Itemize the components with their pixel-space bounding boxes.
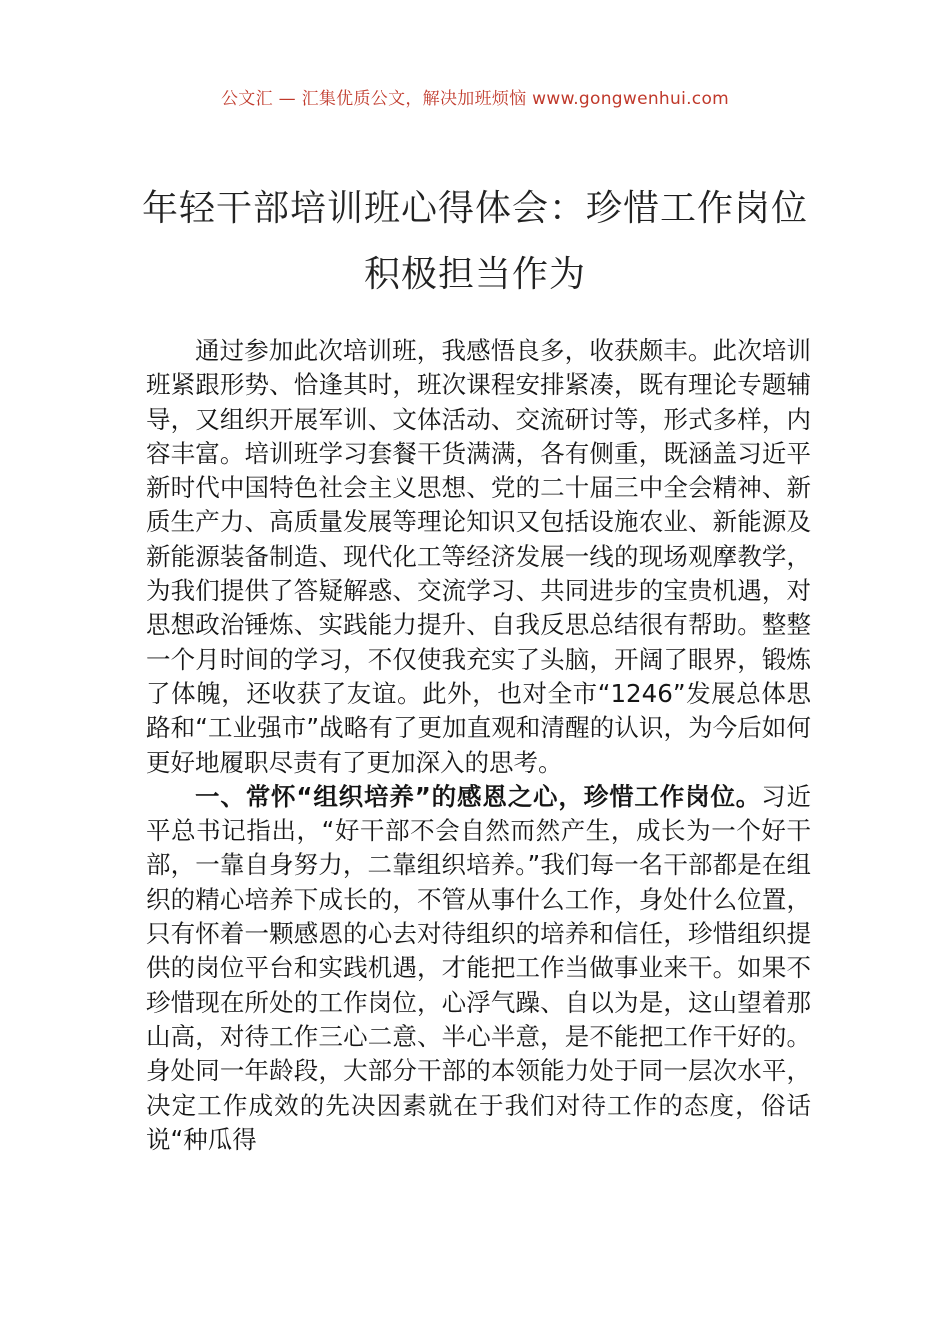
watermark-header: 公文汇 — 汇集优质公文，解决加班烦恼 www.gongwenhui.com — [220, 89, 730, 109]
document-body — [146, 334, 811, 1157]
section-1-body: 习近平总书记指出，“好干部不会自然而然产生，成长为一个好干部，一靠自身努力，二靠组织培养。”我们每一名干部都是在组织的精心培养下成长的，不管从事什么工作，身处什么位置，只有怀着一颗感恩的心去对待组织的培养和信任，珍惜组织提供的岗位平台和实践机遇，才能把工作当做事业来干。如果不珍惜现在所处的工作岗位，心浮气躁、自以为是，这山望着那山高，对待工作三心二意、半心半意，是不能把工作干好的。身处同一年龄段，大部分干部的本领能力处于同一层次水平，决定工作成效的先决因素就在于我们对待工作的态度，俗话说“种瓜得 — [146, 781, 812, 1154]
paragraph-section-1 — [146, 780, 811, 1157]
paragraph-intro: 通过参加此次培训班，我感悟良多，收获颇丰。此次培训班紧跟形势、恰逢其时，班次课程安排紧凑，既有理论专题辅导，又组织开展军训、文体活动、交流研讨等，形式多样，内容丰富。培训班学习套餐干货满满，各有侧重，既涵盖习近平新时代中国特色社会主义思想、党的二十届三中全会精神、新质生产力、高质量发展等理论知识又包括设施农业、新能源及新能源装备制造、现代化工等经济发展一线的现场观摩教学，为我们提供了答疑解惑、交流学习、共同进步的宝贵机遇，对思想政治锤炼、实践能力提升、自我反思总结很有帮助。整整一个月时间的学习，不仅使我充实了头脑，开阔了眼界，锻炼了体魄，还收获了友谊。此外，也对全市“1246”发展总体思路和“工业强市”战略有了更加直观和清醒的认识，为今后如何更好地履职尽责有了更加深入的思考。 — [146, 336, 811, 777]
document-title-line-1: 年轻干部培训班心得体会：珍惜工作岗位 — [141, 188, 808, 229]
section-1-heading: 一、常怀“组织培养”的感恩之心，珍惜工作岗位。 — [195, 781, 762, 811]
document-title-line-2: 积极担当作为 — [363, 254, 586, 295]
